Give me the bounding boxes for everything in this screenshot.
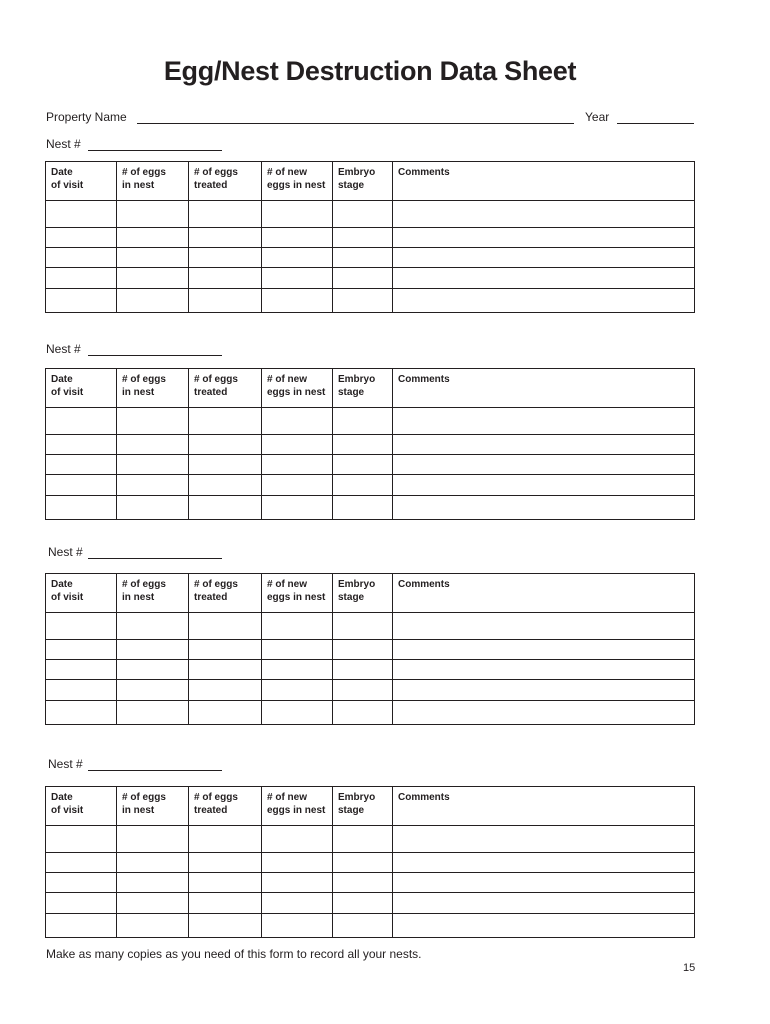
new-eggs-cell[interactable] <box>262 268 333 289</box>
page-number: 15 <box>683 962 696 974</box>
comments-cell[interactable] <box>393 289 695 313</box>
eggs-in-nest-cell[interactable] <box>117 435 189 455</box>
table-row <box>46 640 695 660</box>
eggs-treated-cell[interactable] <box>189 496 262 520</box>
comments-cell[interactable] <box>393 826 695 853</box>
table-row <box>46 435 695 455</box>
new-eggs-cell[interactable] <box>262 496 333 520</box>
property-name-field[interactable] <box>137 123 574 124</box>
new-eggs-cell[interactable] <box>262 435 333 455</box>
comments-cell[interactable] <box>393 914 695 938</box>
new-eggs-cell[interactable] <box>262 408 333 435</box>
embryo-stage-cell[interactable] <box>333 640 393 660</box>
nest-table-1 <box>45 161 695 313</box>
eggs-in-nest-cell[interactable] <box>117 201 189 228</box>
eggs-treated-cell[interactable] <box>189 853 262 873</box>
header-new-eggs-in-nest: # of new eggs in nest <box>262 787 333 826</box>
date-cell[interactable] <box>46 289 117 313</box>
header-eggs-treated: # of eggs treated <box>189 787 262 826</box>
eggs-treated-cell[interactable] <box>189 408 262 435</box>
eggs-in-nest-cell[interactable] <box>117 455 189 475</box>
header-embryo-stage: Embryo stage <box>333 574 393 613</box>
comments-cell[interactable] <box>393 613 695 640</box>
date-cell[interactable] <box>46 435 117 455</box>
header-date-of-visit: Date of visit <box>46 369 117 408</box>
embryo-stage-cell[interactable] <box>333 680 393 701</box>
embryo-stage-cell[interactable] <box>333 455 393 475</box>
eggs-treated-cell[interactable] <box>189 455 262 475</box>
table-header-row <box>46 369 695 408</box>
comments-cell[interactable] <box>393 475 695 496</box>
header-eggs-treated: # of eggs treated <box>189 162 262 201</box>
table-row <box>46 201 695 228</box>
new-eggs-cell[interactable] <box>262 475 333 496</box>
eggs-in-nest-cell[interactable] <box>117 268 189 289</box>
eggs-in-nest-cell[interactable] <box>117 475 189 496</box>
eggs-in-nest-cell[interactable] <box>117 289 189 313</box>
table-row <box>46 475 695 496</box>
date-cell[interactable] <box>46 701 117 725</box>
header-embryo-stage: Embryo stage <box>333 787 393 826</box>
embryo-stage-cell[interactable] <box>333 893 393 914</box>
header-eggs-treated: # of eggs treated <box>189 574 262 613</box>
embryo-stage-cell[interactable] <box>333 408 393 435</box>
eggs-in-nest-cell[interactable] <box>117 853 189 873</box>
eggs-treated-cell[interactable] <box>189 893 262 914</box>
comments-cell[interactable] <box>393 660 695 680</box>
new-eggs-cell[interactable] <box>262 289 333 313</box>
comments-cell[interactable] <box>393 201 695 228</box>
date-cell[interactable] <box>46 268 117 289</box>
new-eggs-cell[interactable] <box>262 680 333 701</box>
header-eggs-in-nest: # of eggs in nest <box>117 162 189 201</box>
new-eggs-cell[interactable] <box>262 893 333 914</box>
new-eggs-cell[interactable] <box>262 826 333 853</box>
header-embryo-stage: Embryo stage <box>333 369 393 408</box>
new-eggs-cell[interactable] <box>262 640 333 660</box>
date-cell[interactable] <box>46 248 117 268</box>
new-eggs-cell[interactable] <box>262 455 333 475</box>
table-row <box>46 660 695 680</box>
table-row <box>46 496 695 520</box>
nest-number-label: Nest # <box>46 137 81 151</box>
new-eggs-cell[interactable] <box>262 853 333 873</box>
header-new-eggs-in-nest: # of new eggs in nest <box>262 369 333 408</box>
date-cell[interactable] <box>46 826 117 853</box>
embryo-stage-cell[interactable] <box>333 435 393 455</box>
eggs-treated-cell[interactable] <box>189 640 262 660</box>
eggs-in-nest-cell[interactable] <box>117 613 189 640</box>
comments-cell[interactable] <box>393 455 695 475</box>
new-eggs-cell[interactable] <box>262 873 333 893</box>
property-name-label: Property Name <box>46 110 127 124</box>
date-cell[interactable] <box>46 853 117 873</box>
embryo-stage-cell[interactable] <box>333 268 393 289</box>
embryo-stage-cell[interactable] <box>333 914 393 938</box>
nest-number-field[interactable] <box>88 770 222 771</box>
comments-cell[interactable] <box>393 248 695 268</box>
nest-number-field[interactable] <box>88 355 222 356</box>
embryo-stage-cell[interactable] <box>333 248 393 268</box>
embryo-stage-cell[interactable] <box>333 873 393 893</box>
header-eggs-in-nest: # of eggs in nest <box>117 369 189 408</box>
nest-table-2 <box>45 368 695 520</box>
eggs-treated-cell[interactable] <box>189 289 262 313</box>
date-cell[interactable] <box>46 496 117 520</box>
date-cell[interactable] <box>46 660 117 680</box>
comments-cell[interactable] <box>393 853 695 873</box>
header-comments: Comments <box>393 162 695 201</box>
embryo-stage-cell[interactable] <box>333 475 393 496</box>
new-eggs-cell[interactable] <box>262 228 333 248</box>
year-label: Year <box>585 110 610 124</box>
comments-cell[interactable] <box>393 435 695 455</box>
table-row <box>46 853 695 873</box>
eggs-in-nest-cell[interactable] <box>117 248 189 268</box>
eggs-treated-cell[interactable] <box>189 201 262 228</box>
header-embryo-stage: Embryo stage <box>333 162 393 201</box>
embryo-stage-cell[interactable] <box>333 496 393 520</box>
eggs-treated-cell[interactable] <box>189 660 262 680</box>
header-comments: Comments <box>393 574 695 613</box>
embryo-stage-cell[interactable] <box>333 660 393 680</box>
eggs-treated-cell[interactable] <box>189 228 262 248</box>
footer-note: Make as many copies as you need of this form to record all your nests. <box>46 947 422 961</box>
page-title: Egg/Nest Destruction Data Sheet <box>163 56 577 86</box>
nest-number-field[interactable] <box>88 558 222 559</box>
comments-cell[interactable] <box>393 701 695 725</box>
table-row <box>46 228 695 248</box>
header-new-eggs-in-nest: # of new eggs in nest <box>262 162 333 201</box>
date-cell[interactable] <box>46 914 117 938</box>
embryo-stage-cell[interactable] <box>333 613 393 640</box>
comments-cell[interactable] <box>393 893 695 914</box>
new-eggs-cell[interactable] <box>262 248 333 268</box>
eggs-treated-cell[interactable] <box>189 914 262 938</box>
table-row <box>46 826 695 853</box>
comments-cell[interactable] <box>393 873 695 893</box>
eggs-in-nest-cell[interactable] <box>117 914 189 938</box>
header-new-eggs-in-nest: # of new eggs in nest <box>262 574 333 613</box>
eggs-in-nest-cell[interactable] <box>117 640 189 660</box>
eggs-treated-cell[interactable] <box>189 613 262 640</box>
comments-cell[interactable] <box>393 496 695 520</box>
nest-number-label: Nest # <box>48 545 83 559</box>
table-row <box>46 914 695 938</box>
eggs-in-nest-cell[interactable] <box>117 701 189 725</box>
table-row <box>46 613 695 640</box>
comments-cell[interactable] <box>393 408 695 435</box>
eggs-in-nest-cell[interactable] <box>117 408 189 435</box>
table-row <box>46 701 695 725</box>
new-eggs-cell[interactable] <box>262 201 333 228</box>
comments-cell[interactable] <box>393 268 695 289</box>
header-comments: Comments <box>393 369 695 408</box>
header-eggs-in-nest: # of eggs in nest <box>117 787 189 826</box>
table-row <box>46 893 695 914</box>
eggs-treated-cell[interactable] <box>189 435 262 455</box>
eggs-treated-cell[interactable] <box>189 680 262 701</box>
eggs-in-nest-cell[interactable] <box>117 496 189 520</box>
nest-table-3 <box>45 573 695 725</box>
table-header-row <box>46 162 695 201</box>
embryo-stage-cell[interactable] <box>333 228 393 248</box>
eggs-in-nest-cell[interactable] <box>117 660 189 680</box>
embryo-stage-cell[interactable] <box>333 701 393 725</box>
date-cell[interactable] <box>46 408 117 435</box>
nest-number-field[interactable] <box>88 150 222 151</box>
new-eggs-cell[interactable] <box>262 701 333 725</box>
table-header-row <box>46 787 695 826</box>
eggs-treated-cell[interactable] <box>189 248 262 268</box>
header-date-of-visit: Date of visit <box>46 162 117 201</box>
date-cell[interactable] <box>46 475 117 496</box>
header-date-of-visit: Date of visit <box>46 574 117 613</box>
comments-cell[interactable] <box>393 680 695 701</box>
header-eggs-in-nest: # of eggs in nest <box>117 574 189 613</box>
date-cell[interactable] <box>46 680 117 701</box>
date-cell[interactable] <box>46 613 117 640</box>
eggs-in-nest-cell[interactable] <box>117 826 189 853</box>
date-cell[interactable] <box>46 873 117 893</box>
header-eggs-treated: # of eggs treated <box>189 369 262 408</box>
header-comments: Comments <box>393 787 695 826</box>
table-row <box>46 408 695 435</box>
date-cell[interactable] <box>46 228 117 248</box>
table-header-row <box>46 574 695 613</box>
eggs-treated-cell[interactable] <box>189 268 262 289</box>
new-eggs-cell[interactable] <box>262 914 333 938</box>
year-field[interactable] <box>617 123 694 124</box>
embryo-stage-cell[interactable] <box>333 201 393 228</box>
table-row <box>46 248 695 268</box>
table-row <box>46 289 695 313</box>
comments-cell[interactable] <box>393 228 695 248</box>
header-date-of-visit: Date of visit <box>46 787 117 826</box>
eggs-treated-cell[interactable] <box>189 475 262 496</box>
date-cell[interactable] <box>46 201 117 228</box>
table-row <box>46 873 695 893</box>
eggs-in-nest-cell[interactable] <box>117 893 189 914</box>
table-row <box>46 455 695 475</box>
eggs-in-nest-cell[interactable] <box>117 680 189 701</box>
date-cell[interactable] <box>46 640 117 660</box>
date-cell[interactable] <box>46 455 117 475</box>
eggs-treated-cell[interactable] <box>189 873 262 893</box>
eggs-treated-cell[interactable] <box>189 826 262 853</box>
new-eggs-cell[interactable] <box>262 613 333 640</box>
embryo-stage-cell[interactable] <box>333 853 393 873</box>
embryo-stage-cell[interactable] <box>333 289 393 313</box>
nest-number-label: Nest # <box>46 342 81 356</box>
embryo-stage-cell[interactable] <box>333 826 393 853</box>
eggs-treated-cell[interactable] <box>189 701 262 725</box>
new-eggs-cell[interactable] <box>262 660 333 680</box>
nest-table-4 <box>45 786 695 938</box>
comments-cell[interactable] <box>393 640 695 660</box>
eggs-in-nest-cell[interactable] <box>117 873 189 893</box>
table-row <box>46 268 695 289</box>
nest-number-label: Nest # <box>48 757 83 771</box>
table-row <box>46 680 695 701</box>
date-cell[interactable] <box>46 893 117 914</box>
eggs-in-nest-cell[interactable] <box>117 228 189 248</box>
